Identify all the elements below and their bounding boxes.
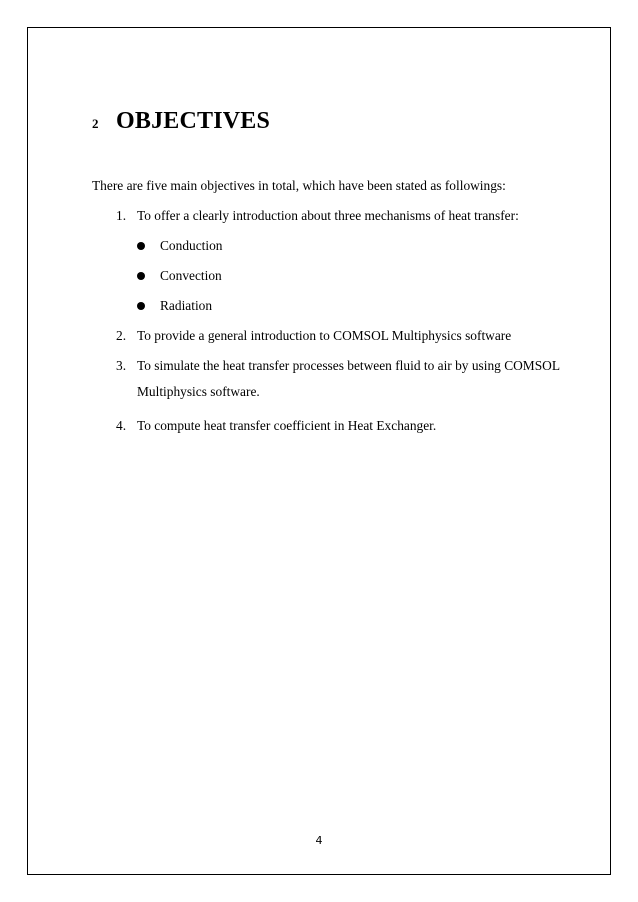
page-border — [27, 27, 611, 875]
objective-number: 4. — [116, 418, 127, 433]
objective-text: To provide a general introduction to COMSOL Multiphysics software — [137, 328, 512, 343]
mechanism-label: Radiation — [160, 298, 213, 313]
mechanism-label: Conduction — [160, 238, 223, 253]
objective-text: To simulate the heat transfer processes between fluid to air by using COMSOL — [137, 358, 561, 373]
objective-number: 3. — [116, 358, 127, 373]
mechanism-item-radiation — [135, 298, 212, 314]
objective-item-4 — [116, 418, 436, 434]
mechanism-label: Convection — [160, 268, 222, 283]
section-title: OBJECTIVES — [116, 108, 271, 134]
bullet-icon — [137, 302, 145, 310]
objective-text: To compute heat transfer coefficient in Heat Exchanger. — [137, 418, 437, 433]
mechanism-item-conduction — [135, 238, 223, 254]
objective-item-1 — [116, 208, 519, 224]
objective-number: 2. — [116, 328, 127, 343]
objective-item-2 — [116, 328, 511, 344]
objective-item-3 — [116, 358, 560, 400]
mechanism-item-convection — [135, 268, 222, 284]
bullet-icon — [137, 272, 145, 280]
intro-paragraph: There are five main objectives in total, which have been stated as followings: — [92, 178, 506, 193]
bullet-icon — [137, 242, 145, 250]
objective-number: 1. — [116, 208, 127, 223]
page-number: 4 — [315, 834, 323, 847]
section-number: 2 — [92, 116, 99, 131]
section-heading — [92, 108, 270, 135]
objective-text-continuation: Multiphysics software. — [137, 384, 260, 399]
objective-text: To offer a clearly introduction about three mechanisms of heat transfer: — [137, 208, 519, 223]
